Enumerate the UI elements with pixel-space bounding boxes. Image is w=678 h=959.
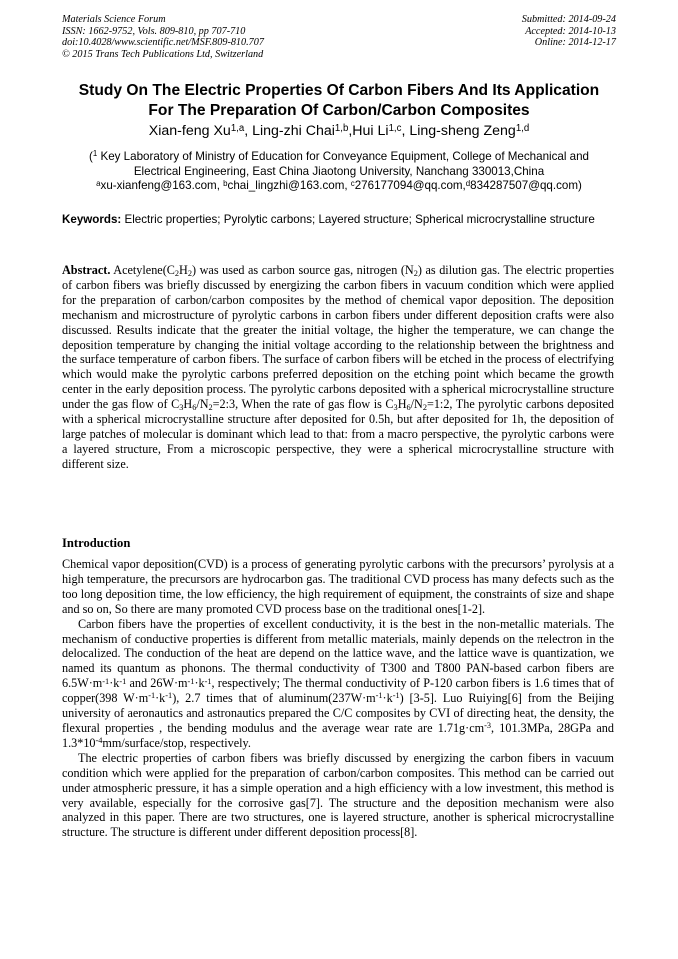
intro-paragraph-3: The electric properties of carbon fibers was briefly discussed by energizing the carbon fibers in vacuum condition which were applied for the preparation of carbon/carbon composites. This method can be carried out under atmospheric pressure, it has a simple operation and a high efficiency with a low investment, this method is very available, especially for the corrosive gas[7]. The structure and the deposition mechanism were also analyzed in this paper. There are two structures, one is layered structure, another is spherical microcrystalline structure. The structure is different under different deposition process[8]. [62,750,614,840]
section-heading-introduction: Introduction [62,536,131,550]
author-affil-mark: 1,a [230,122,245,134]
author-name: Xian-feng Xu [148,123,231,139]
journal-name: Materials Science Forum [62,14,166,25]
email-link[interactable]: xu-xianfeng@163.com, [100,179,224,193]
journal-header [62,14,264,60]
date-header [522,14,616,49]
keywords-label: Keywords: [62,213,122,226]
author-name: Hui Li [352,123,389,139]
affiliation [40,150,638,194]
abstract-label: Abstract. [62,263,111,277]
affiliation-number: 1 [92,149,98,159]
author-list: Xian-feng Xu$^{1,a}$, Ling-zhi Chai$^{1,b}$,Hui Li$^{1,c}$, Ling-sheng Zeng$^{1,d}$ [148,122,530,139]
email-link[interactable]: 834287507@qq.com) [470,179,582,193]
issn: ISSN: 1662-9752, Vols. 809-810, pp 707-710 [62,25,246,37]
email-link[interactable]: 276177094@qq.com, [354,179,466,193]
doi: doi:10.4028/www.scientific.net/MSF.809-810.707 [62,37,264,48]
affiliation-line-2: Electrical Engineering, East China Jiaotong University, Nanchang 330013,China [133,164,545,178]
author-affil-mark: 1,b [334,122,349,134]
abstract: Abstract. $Acetylene(C_2H_2)$ was used as carbon source gas, nitrogen $(N_2)$ as dilution gas. The electric properties of carbon fibers was briefly discussed by energizing the carbon fibers in vacuum condition which were applied for the preparation of carbon/carbon composites by the method of chemical vapor deposition. The deposition mechanism and microstructure of pyrolytic carbons in carbon fibers under different deposition crafts were also discussed. Results indicate that the greater the initial voltage, the higher the temperature, we can change the deposition temperature by changing the initial voltage according to the relationship between the brightness and the surface temperature of carbon fibers. The surface of carbon fibers will be etched in the process of electrifying which would make the pyrolytic carbons preferred deposition on the etching point which became the growth center in the early deposition process. The pyrolytic carbons deposited with a spherical microcrystalline structure under the gas flow of $C_3H_6/N_2=2:3$, When the rate of gas flow is $C_3H_6/N_2=1:2$, The pyrolytic carbons deposited with a spherical microcrystalline structure after deposited for 0.5h, but after deposited for 1h, the deposition of large patches of molecular is dominant which lead to that: from a macro perspective, the pyrolytic carbons were a layered structure, From a microscopic perspective, they were a spherical microcrystalline structure with different size. [62,263,614,471]
title-line-1: Study On The Electric Properties Of Carbon Fibers And Its Application [78,82,600,99]
intro-paragraph-2: Carbon fibers have the properties of excellent conductivity, it is the best in the non-metallic materials. The mechanism of conductive properties is different from metallic materials, mainly depends on the πelectron in the delocalized. The conduction of the heat are depend on the lattice wave, and the lattice wave is quantization, we named its quantum as phonons. The thermal conductivity of T300 and T800 PAN-based carbon fibers are $6.5W\cdot m^{-1}\cdot k^{-1}$ and $26W\cdot m^{-1}\cdot k^{-1}$, respectively; The thermal conductivity of P-120 carbon fibers is 1.6 times that of copper(398 $W\cdot m^{-1}\cdot k^{-1}$), 2.7 times that of $aluminum(237W\cdot m^{-1}\cdot k^{-1})$ [3-5]. Luo Ruiying[6] from the Beijing university of aeronautics and astronautics prepared the C/C composites by CVI of directing heat, the density, the flexural properties , the bending modulus and the average wear rate are $1.71g\cdot cm^{-3}$, 101.3MPa, 28GPa and $1.3*10^{-4}mm/surface$/stop, respectively. [62,616,614,750]
intro-paragraph-1: Chemical vapor deposition(CVD) is a process of generating pyrolytic carbons with the precursors’ pyrolysis at a high temperature, the precursors are hydrocarbon gas. The traditional CVD process has many defects such as the too long deposition time, the low efficiency, the high requirement of equipment, the constraints of size and shape and so on, So there are many promoted CVD process base on the traditional ones[1-2]. [62,557,614,616]
author-name: Ling-sheng Zeng [409,123,516,139]
paper-title [40,81,638,121]
accepted-date: Accepted: 2014-10-13 [525,25,616,37]
keywords-text: Electric properties; Pyrolytic carbons; Layered structure; Spherical microcrystalline structure [121,213,595,226]
author-affil-mark: 1,c [388,122,402,134]
introduction-body [62,557,614,840]
submitted-date: Submitted: 2014-09-24 [521,14,616,25]
email-link[interactable]: chai_lingzhi@163.com, [227,179,351,193]
title-line-2: For The Preparation Of Carbon/Carbon Composites [148,102,530,119]
affiliation-line-1: ($^1$ Key Laboratory of Ministry of Education for Conveyance Equipment, College of Mechanical and [89,149,589,163]
email-line: $^a$xu-xianfeng@163.com, $^b$chai_lingzhi@163.com, $^c$276177094@qq.com,$^d$834287507@qq.com) [96,178,582,193]
author-name: Ling-zhi Chai [252,123,335,139]
copyright: © 2015 Trans Tech Publications Ltd, Switzerland [62,48,264,60]
author-affil-mark: 1,d [515,122,530,134]
online-date: Online: 2014-12-17 [534,37,616,48]
keywords [62,213,614,228]
